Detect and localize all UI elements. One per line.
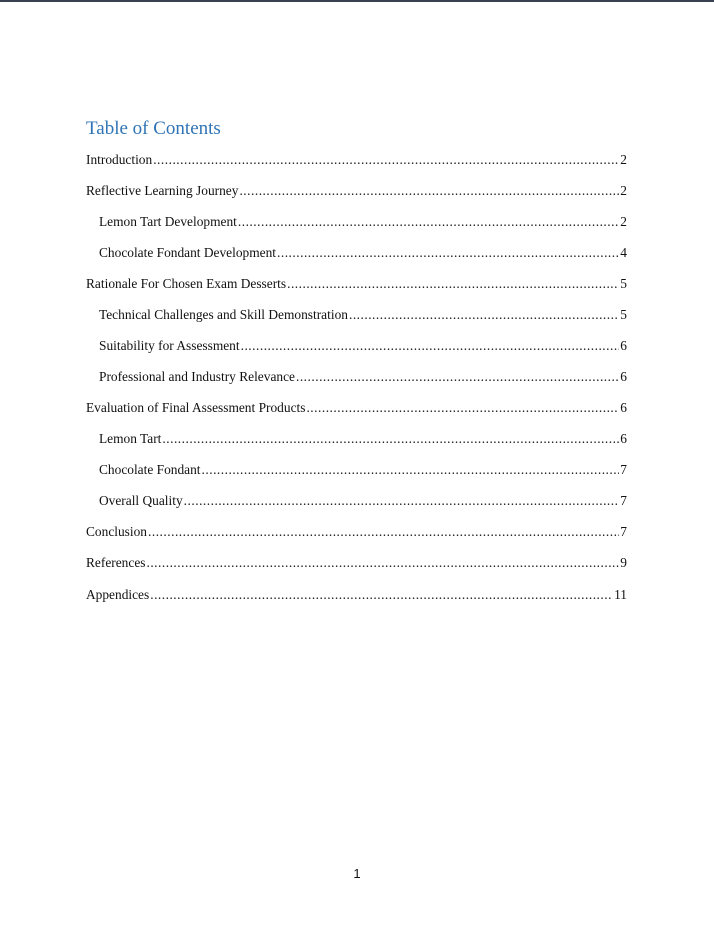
- toc-entry-conclusion[interactable]: [86, 522, 627, 553]
- toc-dot-leader: [239, 181, 619, 201]
- toc-entry-page: 5: [620, 307, 627, 322]
- toc-entry-page: 6: [620, 400, 627, 415]
- toc-dot-leader: [287, 274, 619, 294]
- toc-dot-leader: [296, 367, 619, 387]
- toc-title: Table of Contents: [86, 118, 221, 139]
- toc-entry-reflective-learning-journey[interactable]: [86, 181, 627, 212]
- toc-entry-page: 6: [620, 338, 627, 353]
- toc-entry-page: 5: [620, 276, 627, 291]
- toc-entry-text: Professional and Industry Relevance: [99, 369, 295, 384]
- toc-entry-page: 4: [620, 245, 627, 260]
- toc-dot-leader: [277, 243, 619, 263]
- toc-entry-text: Lemon Tart Development: [99, 214, 237, 229]
- toc-entry-suitability-for-assessment[interactable]: [86, 336, 627, 367]
- toc-entry-text: Chocolate Fondant Development: [99, 245, 277, 260]
- toc-dot-leader: [241, 336, 620, 356]
- toc-entry-page: 7: [620, 462, 627, 477]
- toc-dot-leader: [153, 150, 619, 170]
- toc-dot-leader: [202, 460, 620, 480]
- toc-entry-lemon-tart-development[interactable]: [86, 212, 627, 243]
- toc-entry-references[interactable]: [86, 553, 627, 585]
- page-top-border: [0, 0, 714, 2]
- toc-entry-overall-quality[interactable]: [86, 491, 627, 522]
- toc-dot-leader: [349, 305, 619, 325]
- toc-entry-introduction[interactable]: [86, 150, 627, 181]
- toc-entry-text: Conclusion: [86, 524, 148, 539]
- toc-entry-text: Lemon Tart: [99, 431, 162, 446]
- toc-entry-lemon-tart[interactable]: [86, 429, 627, 460]
- toc-entry-page: 9: [620, 555, 627, 570]
- toc-entry-text: Evaluation of Final Assessment Products: [86, 400, 306, 415]
- toc-entry-page: 6: [620, 369, 627, 384]
- toc-entry-appendices[interactable]: [86, 585, 627, 616]
- toc-dot-leader: [150, 585, 613, 605]
- toc-dot-leader: [184, 491, 620, 511]
- toc-entry-page: 11: [614, 587, 627, 602]
- toc-entry-page: 7: [620, 493, 627, 508]
- toc-entry-text: Reflective Learning Journey: [86, 183, 239, 198]
- toc-dot-leader: [238, 212, 619, 232]
- toc-entry-rationale[interactable]: [86, 274, 627, 305]
- toc-dot-leader: [306, 398, 619, 418]
- toc-dot-leader: [148, 522, 619, 542]
- toc-entry-text: Suitability for Assessment: [99, 338, 240, 353]
- toc-entry-text: Appendices: [86, 587, 150, 602]
- toc-dot-leader: [146, 553, 619, 573]
- toc-dot-leader: [162, 429, 619, 449]
- toc-entry-page: 7: [620, 524, 627, 539]
- toc-entry-page: 6: [620, 431, 627, 446]
- toc-entry-page: 2: [620, 152, 627, 167]
- toc-entry-technical-challenges[interactable]: [86, 305, 627, 336]
- toc-entry-page: 2: [620, 214, 627, 229]
- toc-list: [86, 150, 627, 616]
- toc-entry-chocolate-fondant[interactable]: [86, 460, 627, 491]
- toc-entry-page: 2: [620, 183, 627, 198]
- toc-entry-text: Rationale For Chosen Exam Desserts: [86, 276, 287, 291]
- toc-entry-text: Introduction: [86, 152, 153, 167]
- toc-entry-text: Chocolate Fondant: [99, 462, 201, 477]
- toc-entry-text: Technical Challenges and Skill Demonstration: [99, 307, 348, 322]
- page-number: 1: [353, 866, 361, 881]
- toc-entry-evaluation[interactable]: [86, 398, 627, 429]
- toc-entry-professional-relevance[interactable]: [86, 367, 627, 398]
- toc-entry-chocolate-fondant-development[interactable]: [86, 243, 627, 274]
- toc-entry-text: Overall Quality: [99, 493, 183, 508]
- toc-entry-text: References: [86, 555, 146, 570]
